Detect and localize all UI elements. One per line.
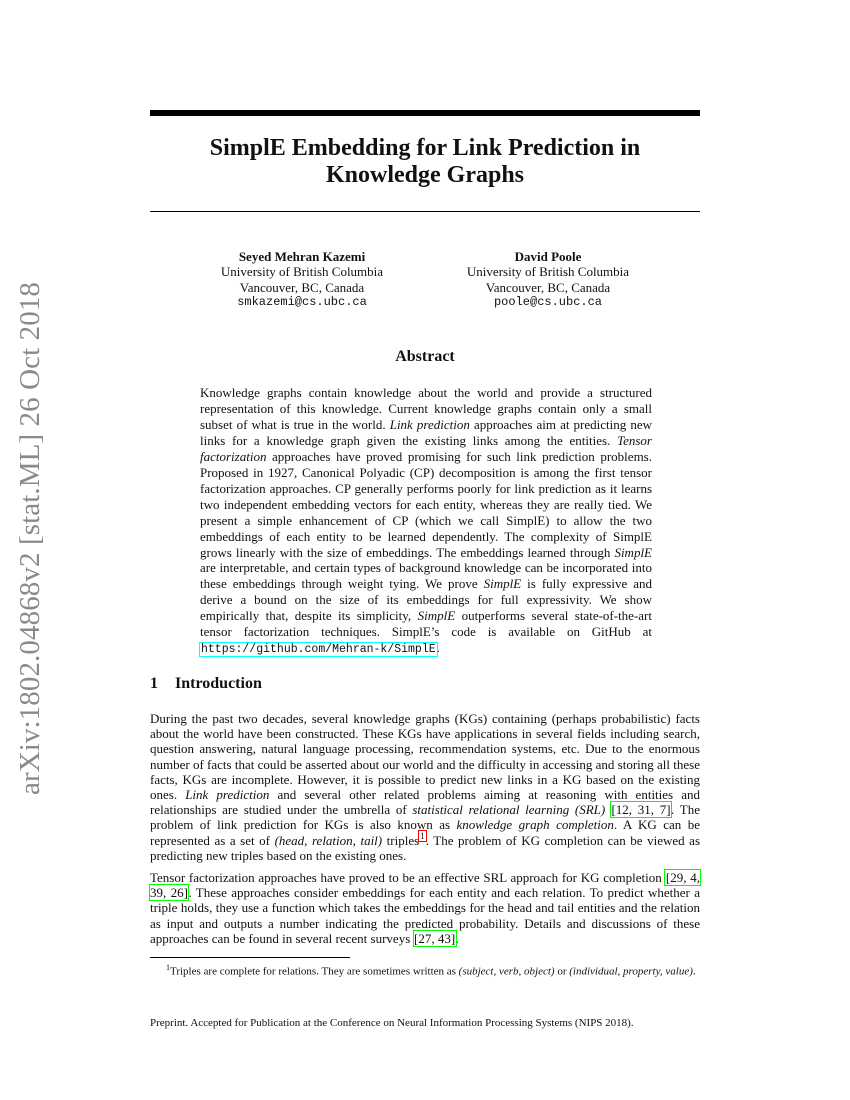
math-expression: (individual, property, value) — [569, 965, 693, 978]
section-title: Introduction — [175, 675, 262, 692]
footnote: $^1$Triples are complete for relations. They are sometimes written as (subject, verb, object) or (individual, property, value). — [166, 963, 696, 978]
section-heading — [150, 675, 262, 693]
author-name: David Poole — [514, 249, 582, 264]
abstract-heading: Abstract — [395, 348, 455, 365]
author-block-2 — [418, 249, 678, 310]
github-link[interactable]: https://github.com/Mehran-k/SimplE — [201, 643, 436, 657]
author-affiliation: University of British Columbia — [466, 264, 630, 280]
author-email[interactable]: poole@cs.ubc.ca — [493, 294, 603, 309]
intro-paragraph-2: Tensor factorization approaches have proved to be an effective SRL approach for KG completion [29, 4, 39, 26]. These approaches consider embeddings for each entity and each relation. To predict whether a triple holds, they use a function which takes the embeddings for the head and tail entities and the relation as input and outputs a number indicating the predicted probability. Details and discussions of these approaches can be found in several recent surveys [27, 43]. — [150, 870, 700, 946]
author-affiliation: University of British Columbia — [220, 264, 384, 280]
citation-link[interactable]: [27, 43] — [414, 930, 456, 946]
math-expression: (head, relation, tail) — [274, 832, 383, 848]
footnote-rule — [150, 957, 350, 958]
author-location: Vancouver, BC, Canada — [485, 279, 611, 295]
author-email[interactable]: smkazemi@cs.ubc.ca — [237, 294, 367, 309]
abstract-text: Knowledge graphs contain knowledge about the world and provide a structured representation of this knowledge. Current knowledge graphs contain only a small subset of what is true in the world. Link prediction approaches aim at predicting new links for a knowledge graph given the existing links among the entities. Tensor factorization approaches have proved promising for such link prediction problems. Proposed in 1927, Canonical Polyadic (CP) decomposition is among the first tensor factorization approaches. CP generally performs poorly for link prediction as it learns two independent embedding vectors for each entity, whereas they are really tied. We present a simple enhancement of CP (which we call SimplE) to allow the two embeddings of each entity to be learned dependently. The complexity of SimplE grows linearly with the size of embeddings. The embeddings learned through SimplE are interpretable, and certain types of background knowledge can be incorporated into these embeddings through weight tying. We prove SimplE is fully expressive and derive a bound on the size of its embeddings for full expressivity. We show empirically that, despite its simplicity, SimplE outperforms several state-of-the-art tensor factorization techniques. SimplE’s code is available on GitHub at https://github.com/Mehran-k/SimplE. — [200, 385, 652, 657]
citation-link[interactable]: [29, 4, 39, 26] — [150, 870, 700, 901]
paper-title: SimplE Embedding for Link Prediction in Knowledge Graphs — [209, 135, 641, 188]
arxiv-identifier: arXiv:1802.04868v2 [stat.ML] 26 Oct 2018 — [14, 281, 47, 795]
section-number: 1 — [150, 675, 158, 692]
title-top-rule — [150, 110, 700, 116]
arxiv-sidebar — [12, 281, 50, 795]
author-name: Seyed Mehran Kazemi — [238, 249, 366, 264]
footnote-ref-link[interactable]: 1 — [420, 831, 425, 842]
footnote-mark: 1 — [166, 963, 170, 972]
intro-paragraph-1: During the past two decades, several knowledge graphs (KGs) containing (perhaps probabilistic) facts about the world have been constructed. These KGs have applications in several fields including search, question answering, natural language processing, recommendation systems, etc. Due to the enormous number of facts that could be asserted about our world and the difficulty in accessing and storing all these facts, KGs are incomplete. However, it is possible to predict new links in a KG based on the existing ones. Link prediction and several other related problems aiming at reasoning with entities and relationships are studied under the umbrella of statistical relational learning (SRL) [12, 31, 7]. The problem of link prediction for KGs is also known as knowledge graph completion. A KG can be represented as a set of (head, relation, tail) triples$^1$. The problem of KG completion can be viewed as predicting new triples based on the existing ones. — [150, 711, 701, 863]
citation-link[interactable]: [12, 31, 7] — [611, 802, 671, 818]
title-bottom-rule — [150, 211, 700, 212]
author-location: Vancouver, BC, Canada — [239, 279, 365, 295]
math-expression: (subject, verb, object) — [458, 965, 555, 978]
author-block-1 — [172, 249, 432, 310]
preprint-note: Preprint. Accepted for Publication at the Conference on Neural Information Processing Systems (NIPS 2018). — [150, 1017, 634, 1029]
